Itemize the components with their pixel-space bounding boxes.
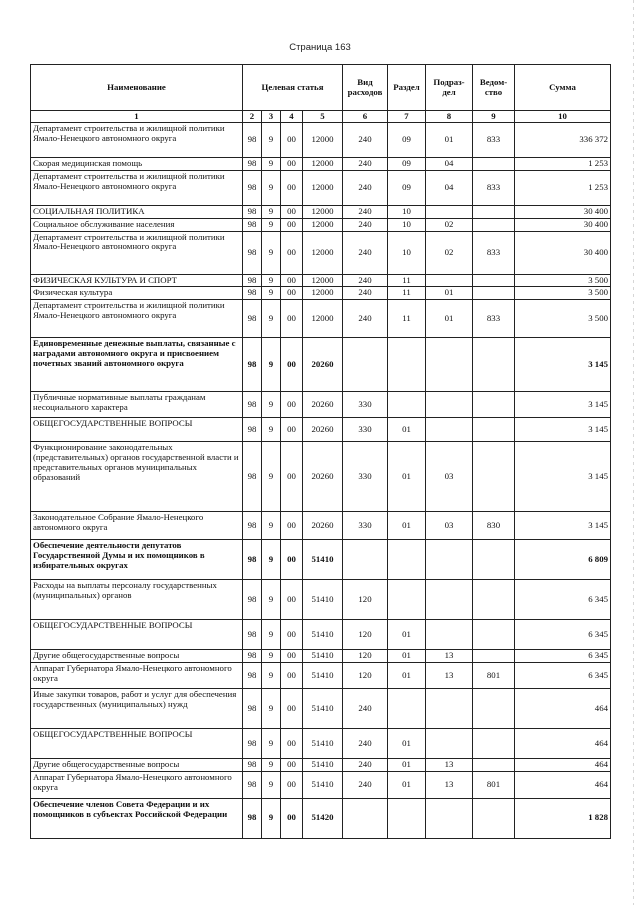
section-cell: 01	[388, 759, 426, 772]
target-code-4-cell: 51410	[303, 771, 343, 798]
expense-type-cell: 240	[343, 218, 388, 231]
expense-type-cell: 330	[343, 392, 388, 418]
target-code-4-cell: 51410	[303, 759, 343, 772]
table-row	[31, 158, 611, 171]
table-row	[31, 798, 611, 838]
table-row	[31, 442, 611, 512]
target-code-3-cell: 00	[281, 338, 303, 392]
subsection-cell	[426, 620, 473, 650]
table-row	[31, 287, 611, 300]
target-code-4-cell: 12000	[303, 274, 343, 287]
department-cell: 833	[473, 123, 515, 158]
table-row	[31, 274, 611, 287]
target-code-2-cell: 9	[262, 231, 281, 274]
target-code-1-cell: 98	[243, 158, 262, 171]
department-cell	[473, 158, 515, 171]
expense-type-cell: 330	[343, 512, 388, 540]
table-row	[31, 205, 611, 218]
amount-cell: 3 145	[515, 338, 611, 392]
amount-cell: 3 145	[515, 442, 611, 512]
department-cell	[473, 580, 515, 620]
expense-type-cell: 240	[343, 287, 388, 300]
amount-cell: 336 372	[515, 123, 611, 158]
department-cell	[473, 205, 515, 218]
target-code-3-cell: 00	[281, 689, 303, 729]
target-code-1-cell: 98	[243, 650, 262, 663]
scan-edge-artifact	[633, 0, 634, 905]
target-code-3-cell: 00	[281, 729, 303, 759]
target-code-4-cell: 20260	[303, 512, 343, 540]
target-code-1-cell: 98	[243, 218, 262, 231]
target-code-3-cell: 00	[281, 418, 303, 442]
amount-cell: 3 500	[515, 287, 611, 300]
subsection-cell: 04	[426, 158, 473, 171]
table-row	[31, 231, 611, 274]
table-row	[31, 540, 611, 580]
target-code-4-cell: 20260	[303, 442, 343, 512]
column-number: 6	[343, 111, 388, 123]
department-cell	[473, 287, 515, 300]
target-code-2-cell: 9	[262, 158, 281, 171]
column-number: 4	[281, 111, 303, 123]
target-code-1-cell: 98	[243, 729, 262, 759]
row-name-cell: Обеспечение членов Совета Федерации и их помощников в субъектах Российской Федерации	[31, 798, 243, 838]
table-row	[31, 170, 611, 205]
amount-cell: 30 400	[515, 218, 611, 231]
table-row	[31, 392, 611, 418]
target-code-2-cell: 9	[262, 418, 281, 442]
target-code-4-cell: 51410	[303, 663, 343, 689]
target-code-1-cell: 98	[243, 759, 262, 772]
target-code-1-cell: 98	[243, 540, 262, 580]
column-number-row	[31, 111, 611, 123]
header-amount: Сумма	[515, 65, 611, 111]
amount-cell: 3 145	[515, 392, 611, 418]
target-code-1-cell: 98	[243, 123, 262, 158]
row-name-cell: Законодательное Собрание Ямало-Ненецкого автономного округа	[31, 512, 243, 540]
target-code-4-cell: 12000	[303, 123, 343, 158]
column-number: 7	[388, 111, 426, 123]
target-code-1-cell: 98	[243, 338, 262, 392]
amount-cell: 6 345	[515, 650, 611, 663]
column-number: 10	[515, 111, 611, 123]
target-code-4-cell: 12000	[303, 218, 343, 231]
table-row	[31, 123, 611, 158]
subsection-cell	[426, 392, 473, 418]
department-cell: 801	[473, 771, 515, 798]
section-cell	[388, 338, 426, 392]
subsection-cell	[426, 580, 473, 620]
target-code-4-cell: 51410	[303, 729, 343, 759]
target-code-4-cell: 51410	[303, 620, 343, 650]
subsection-cell	[426, 418, 473, 442]
column-number: 1	[31, 111, 243, 123]
department-cell	[473, 650, 515, 663]
row-name-cell: Другие общегосударственные вопросы	[31, 759, 243, 772]
department-cell: 833	[473, 300, 515, 338]
header-section: Раздел	[388, 65, 426, 111]
table-row	[31, 338, 611, 392]
subsection-cell	[426, 205, 473, 218]
target-code-1-cell: 98	[243, 689, 262, 729]
amount-cell: 3 500	[515, 300, 611, 338]
amount-cell: 1 828	[515, 798, 611, 838]
expense-type-cell: 120	[343, 650, 388, 663]
expense-type-cell: 240	[343, 771, 388, 798]
target-code-3-cell: 00	[281, 287, 303, 300]
subsection-cell: 13	[426, 663, 473, 689]
subsection-cell: 03	[426, 442, 473, 512]
row-name-cell: Аппарат Губернатора Ямало-Ненецкого автономного округа	[31, 771, 243, 798]
target-code-4-cell: 51410	[303, 650, 343, 663]
target-code-4-cell: 12000	[303, 300, 343, 338]
section-cell: 01	[388, 620, 426, 650]
target-code-3-cell: 00	[281, 123, 303, 158]
target-code-1-cell: 98	[243, 771, 262, 798]
subsection-cell: 13	[426, 771, 473, 798]
department-cell	[473, 338, 515, 392]
table-row	[31, 650, 611, 663]
target-code-3-cell: 00	[281, 620, 303, 650]
section-cell: 01	[388, 512, 426, 540]
subsection-cell: 03	[426, 512, 473, 540]
section-cell	[388, 540, 426, 580]
expense-type-cell	[343, 798, 388, 838]
subsection-cell	[426, 798, 473, 838]
target-code-1-cell: 98	[243, 798, 262, 838]
department-cell	[473, 759, 515, 772]
column-number: 3	[262, 111, 281, 123]
expense-type-cell: 240	[343, 158, 388, 171]
subsection-cell	[426, 729, 473, 759]
row-name-cell: СОЦИАЛЬНАЯ ПОЛИТИКА	[31, 205, 243, 218]
target-code-1-cell: 98	[243, 205, 262, 218]
section-cell	[388, 392, 426, 418]
section-cell: 01	[388, 771, 426, 798]
expense-type-cell	[343, 540, 388, 580]
row-name-cell: Департамент строительства и жилищной политики Ямало-Ненецкого автономного округа	[31, 170, 243, 205]
expense-type-cell: 240	[343, 231, 388, 274]
target-code-4-cell: 51410	[303, 689, 343, 729]
target-code-4-cell: 12000	[303, 287, 343, 300]
target-code-2-cell: 9	[262, 123, 281, 158]
row-name-cell: Иные закупки товаров, работ и услуг для обеспечения государственных (муниципальных) нужд	[31, 689, 243, 729]
target-code-3-cell: 00	[281, 771, 303, 798]
target-code-1-cell: 98	[243, 274, 262, 287]
target-code-1-cell: 98	[243, 170, 262, 205]
row-name-cell: ОБЩЕГОСУДАРСТВЕННЫЕ ВОПРОСЫ	[31, 418, 243, 442]
section-cell: 09	[388, 123, 426, 158]
department-cell: 833	[473, 231, 515, 274]
department-cell	[473, 689, 515, 729]
target-code-3-cell: 00	[281, 798, 303, 838]
column-number: 5	[303, 111, 343, 123]
table-row	[31, 689, 611, 729]
row-name-cell: Департамент строительства и жилищной политики Ямало-Ненецкого автономного округа	[31, 300, 243, 338]
header-subsection: Подраз-дел	[426, 65, 473, 111]
amount-cell: 464	[515, 729, 611, 759]
department-cell	[473, 540, 515, 580]
header-target: Целевая статья	[243, 65, 343, 111]
row-name-cell: ФИЗИЧЕСКАЯ КУЛЬТУРА И СПОРТ	[31, 274, 243, 287]
section-cell	[388, 798, 426, 838]
target-code-1-cell: 98	[243, 663, 262, 689]
row-name-cell: Департамент строительства и жилищной политики Ямало-Ненецкого автономного округа	[31, 123, 243, 158]
table-row	[31, 580, 611, 620]
target-code-1-cell: 98	[243, 512, 262, 540]
target-code-2-cell: 9	[262, 798, 281, 838]
target-code-3-cell: 00	[281, 512, 303, 540]
table-header-row	[31, 65, 611, 111]
row-name-cell: Функционирование законодательных (представительных) органов государственной власти и представительных органов муниципальных образований	[31, 442, 243, 512]
department-cell	[473, 392, 515, 418]
target-code-2-cell: 9	[262, 287, 281, 300]
target-code-2-cell: 9	[262, 512, 281, 540]
subsection-cell: 01	[426, 123, 473, 158]
department-cell	[473, 442, 515, 512]
target-code-4-cell: 20260	[303, 338, 343, 392]
subsection-cell	[426, 274, 473, 287]
target-code-3-cell: 00	[281, 274, 303, 287]
section-cell: 11	[388, 300, 426, 338]
section-cell: 10	[388, 218, 426, 231]
row-name-cell: Скорая медицинская помощь	[31, 158, 243, 171]
department-cell	[473, 218, 515, 231]
section-cell: 01	[388, 418, 426, 442]
expense-type-cell: 240	[343, 300, 388, 338]
target-code-2-cell: 9	[262, 218, 281, 231]
header-department: Ведом-ство	[473, 65, 515, 111]
subsection-cell: 04	[426, 170, 473, 205]
amount-cell: 30 400	[515, 231, 611, 274]
expense-type-cell: 120	[343, 663, 388, 689]
target-code-2-cell: 9	[262, 540, 281, 580]
target-code-3-cell: 00	[281, 650, 303, 663]
row-name-cell: Единовременные денежные выплаты, связанные с наградами автономного округа и присвоением почетных званий автономного округа	[31, 338, 243, 392]
department-cell	[473, 620, 515, 650]
subsection-cell	[426, 540, 473, 580]
table-row	[31, 729, 611, 759]
department-cell: 830	[473, 512, 515, 540]
target-code-2-cell: 9	[262, 442, 281, 512]
table-row	[31, 300, 611, 338]
row-name-cell: Социальное обслуживание населения	[31, 218, 243, 231]
target-code-4-cell: 51420	[303, 798, 343, 838]
target-code-2-cell: 9	[262, 771, 281, 798]
row-name-cell: Публичные нормативные выплаты гражданам несоциального характера	[31, 392, 243, 418]
target-code-2-cell: 9	[262, 338, 281, 392]
table-row	[31, 771, 611, 798]
row-name-cell: Департамент строительства и жилищной политики Ямало-Ненецкого автономного округа	[31, 231, 243, 274]
target-code-4-cell: 51410	[303, 580, 343, 620]
table-row	[31, 663, 611, 689]
amount-cell: 1 253	[515, 158, 611, 171]
section-cell: 11	[388, 274, 426, 287]
column-number: 2	[243, 111, 262, 123]
section-cell: 11	[388, 287, 426, 300]
table-row	[31, 512, 611, 540]
expense-type-cell: 240	[343, 274, 388, 287]
department-cell: 833	[473, 170, 515, 205]
subsection-cell: 13	[426, 759, 473, 772]
target-code-2-cell: 9	[262, 759, 281, 772]
amount-cell: 6 345	[515, 663, 611, 689]
table-row	[31, 218, 611, 231]
target-code-3-cell: 00	[281, 158, 303, 171]
row-name-cell: ОБЩЕГОСУДАРСТВЕННЫЕ ВОПРОСЫ	[31, 620, 243, 650]
header-name: Наименование	[31, 65, 243, 111]
table-row	[31, 759, 611, 772]
row-name-cell: Физическая культура	[31, 287, 243, 300]
subsection-cell: 13	[426, 650, 473, 663]
section-cell	[388, 580, 426, 620]
row-name-cell: Аппарат Губернатора Ямало-Ненецкого автономного округа	[31, 663, 243, 689]
amount-cell: 464	[515, 759, 611, 772]
target-code-2-cell: 9	[262, 392, 281, 418]
section-cell: 09	[388, 170, 426, 205]
target-code-4-cell: 20260	[303, 418, 343, 442]
header-expense-type: Вид расходов	[343, 65, 388, 111]
target-code-4-cell: 12000	[303, 158, 343, 171]
subsection-cell	[426, 689, 473, 729]
expense-type-cell: 330	[343, 442, 388, 512]
expense-type-cell: 240	[343, 205, 388, 218]
target-code-2-cell: 9	[262, 689, 281, 729]
target-code-2-cell: 9	[262, 620, 281, 650]
target-code-2-cell: 9	[262, 274, 281, 287]
subsection-cell	[426, 338, 473, 392]
section-cell: 01	[388, 650, 426, 663]
target-code-2-cell: 9	[262, 650, 281, 663]
target-code-1-cell: 98	[243, 287, 262, 300]
target-code-3-cell: 00	[281, 300, 303, 338]
target-code-3-cell: 00	[281, 205, 303, 218]
section-cell: 01	[388, 729, 426, 759]
target-code-2-cell: 9	[262, 729, 281, 759]
target-code-3-cell: 00	[281, 231, 303, 274]
target-code-4-cell: 51410	[303, 540, 343, 580]
subsection-cell: 02	[426, 231, 473, 274]
expense-type-cell: 240	[343, 689, 388, 729]
section-cell: 01	[388, 442, 426, 512]
amount-cell: 6 809	[515, 540, 611, 580]
target-code-3-cell: 00	[281, 170, 303, 205]
target-code-1-cell: 98	[243, 580, 262, 620]
expense-type-cell: 330	[343, 418, 388, 442]
target-code-2-cell: 9	[262, 205, 281, 218]
amount-cell: 1 253	[515, 170, 611, 205]
amount-cell: 30 400	[515, 205, 611, 218]
target-code-3-cell: 00	[281, 663, 303, 689]
target-code-1-cell: 98	[243, 418, 262, 442]
row-name-cell: ОБЩЕГОСУДАРСТВЕННЫЕ ВОПРОСЫ	[31, 729, 243, 759]
target-code-3-cell: 00	[281, 392, 303, 418]
target-code-1-cell: 98	[243, 392, 262, 418]
budget-table	[30, 64, 611, 839]
expense-type-cell: 120	[343, 620, 388, 650]
target-code-2-cell: 9	[262, 170, 281, 205]
amount-cell: 6 345	[515, 580, 611, 620]
target-code-1-cell: 98	[243, 620, 262, 650]
expense-type-cell: 240	[343, 729, 388, 759]
expense-type-cell: 120	[343, 580, 388, 620]
expense-type-cell: 240	[343, 123, 388, 158]
department-cell	[473, 418, 515, 442]
table-row	[31, 418, 611, 442]
expense-type-cell	[343, 338, 388, 392]
amount-cell: 6 345	[515, 620, 611, 650]
target-code-2-cell: 9	[262, 663, 281, 689]
target-code-4-cell: 20260	[303, 392, 343, 418]
section-cell	[388, 689, 426, 729]
target-code-3-cell: 00	[281, 580, 303, 620]
amount-cell: 3 145	[515, 512, 611, 540]
subsection-cell: 02	[426, 218, 473, 231]
amount-cell: 3 500	[515, 274, 611, 287]
target-code-2-cell: 9	[262, 300, 281, 338]
department-cell	[473, 274, 515, 287]
section-cell: 01	[388, 663, 426, 689]
target-code-1-cell: 98	[243, 300, 262, 338]
target-code-4-cell: 12000	[303, 170, 343, 205]
table-row	[31, 620, 611, 650]
amount-cell: 3 145	[515, 418, 611, 442]
table-body	[31, 123, 611, 839]
expense-type-cell: 240	[343, 759, 388, 772]
section-cell: 09	[388, 158, 426, 171]
department-cell	[473, 798, 515, 838]
column-number: 8	[426, 111, 473, 123]
subsection-cell: 01	[426, 300, 473, 338]
department-cell	[473, 729, 515, 759]
subsection-cell: 01	[426, 287, 473, 300]
target-code-4-cell: 12000	[303, 231, 343, 274]
target-code-3-cell: 00	[281, 442, 303, 512]
column-number: 9	[473, 111, 515, 123]
expense-type-cell: 240	[343, 170, 388, 205]
row-name-cell: Расходы на выплаты персоналу государственных (муниципальных) органов	[31, 580, 243, 620]
row-name-cell: Другие общегосударственные вопросы	[31, 650, 243, 663]
target-code-2-cell: 9	[262, 580, 281, 620]
target-code-1-cell: 98	[243, 442, 262, 512]
target-code-4-cell: 12000	[303, 205, 343, 218]
section-cell: 10	[388, 231, 426, 274]
target-code-3-cell: 00	[281, 218, 303, 231]
amount-cell: 464	[515, 689, 611, 729]
target-code-3-cell: 00	[281, 540, 303, 580]
amount-cell: 464	[515, 771, 611, 798]
section-cell: 10	[388, 205, 426, 218]
page-number-label: Страница 163	[289, 42, 351, 53]
department-cell: 801	[473, 663, 515, 689]
target-code-3-cell: 00	[281, 759, 303, 772]
row-name-cell: Обеспечение деятельности депутатов Государственной Думы и их помощников в избирательных округах	[31, 540, 243, 580]
target-code-1-cell: 98	[243, 231, 262, 274]
